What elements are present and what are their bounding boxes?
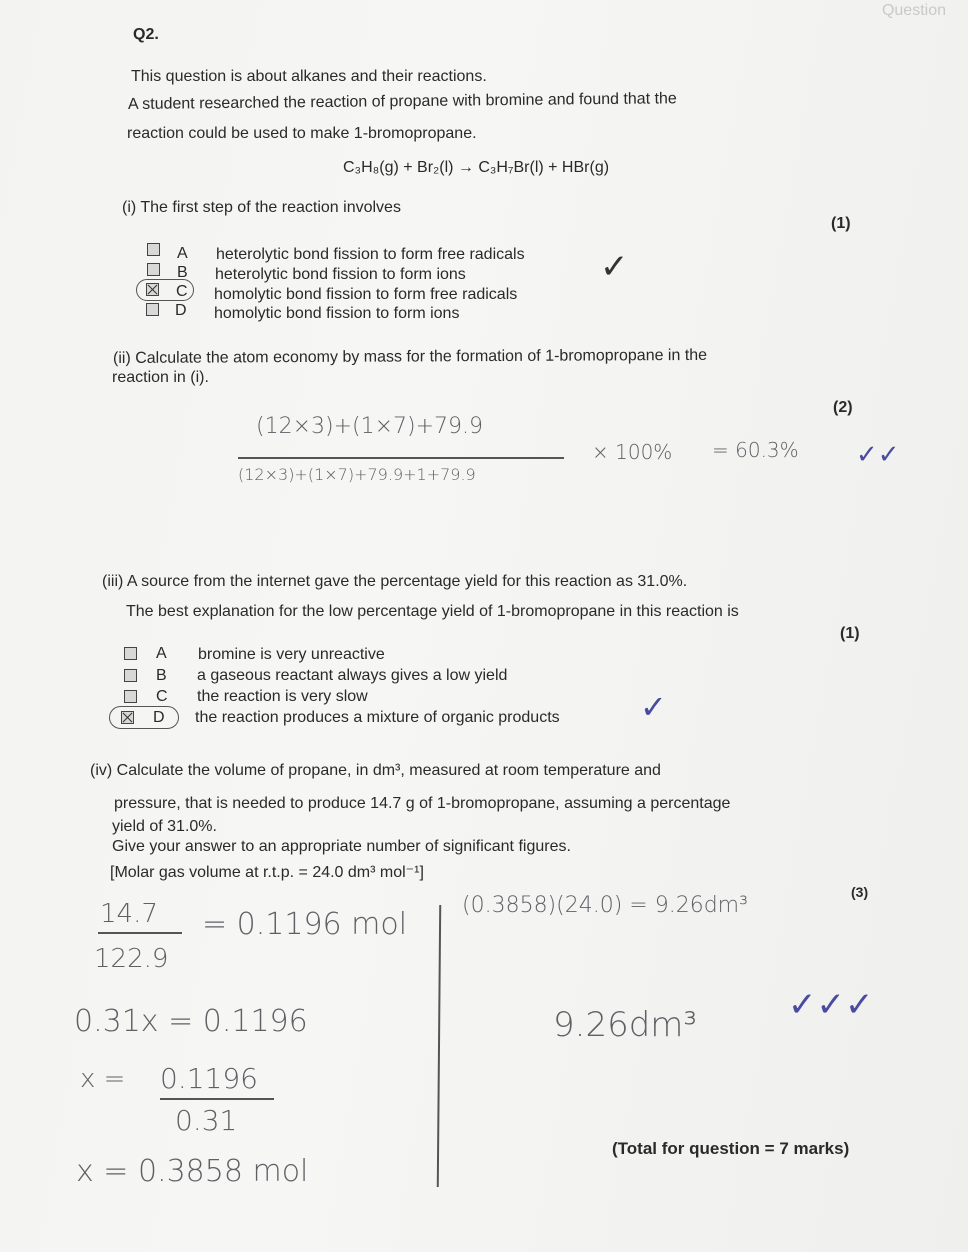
moles-fraction-bar xyxy=(98,932,182,934)
ghost-heading: Question xyxy=(881,2,946,19)
option-a-text: heterolytic bond fission to form free radicals xyxy=(216,246,525,263)
option-a-letter: A xyxy=(177,245,188,262)
atom-economy-result: = 60.3% xyxy=(712,438,799,462)
part-i-marks: (1) xyxy=(831,215,851,232)
option-d-text: the reaction produces a mixture of organic products xyxy=(195,709,560,726)
option-d-letter: D xyxy=(175,302,187,319)
part-iv-prompt-line-2: pressure, that is needed to produce 14.7 g of 1-bromopropane, assuming a percentage xyxy=(114,795,731,812)
total-marks: (Total for question = 7 marks) xyxy=(612,1139,850,1158)
option-a-checkbox[interactable] xyxy=(124,647,137,660)
volume-calculation: (0.3858)(24.0) = 9.26dm³ xyxy=(462,893,748,918)
option-b-checkbox[interactable] xyxy=(147,263,160,276)
option-d-circle xyxy=(109,706,179,729)
option-b-letter: B xyxy=(156,667,167,684)
part-iv-prompt-line-1: (iv) Calculate the volume of propane, in dm³, measured at room temperature and xyxy=(90,762,661,779)
atom-economy-multiplier: × 100% xyxy=(592,440,673,464)
reaction-equation: C₃H₈(g) + Br₂(l) → C₃H₇Br(l) + HBr(g) xyxy=(343,159,610,176)
part-ii-prompt-line-1: (ii) Calculate the atom economy by mass for the formation of 1-bromopropane in the xyxy=(112,346,708,367)
option-c-text: the reaction is very slow xyxy=(197,688,368,705)
option-d-text: homolytic bond fission to form ions xyxy=(214,305,460,322)
part-iii-prompt: (iii) A source from the internet gave the percentage yield for this reaction as 31.0%. xyxy=(102,573,688,590)
part-iv-prompt-line-3: yield of 31.0%. xyxy=(112,818,217,835)
context-line-2: reaction could be used to make 1-bromopropane. xyxy=(127,125,477,142)
option-c-checkbox[interactable] xyxy=(124,690,137,703)
option-c-letter: C xyxy=(156,688,168,705)
atom-economy-denominator: (12×3)+(1×7)+79.9+1+79.9 xyxy=(238,465,476,484)
rearranged-numerator: 0.1196 xyxy=(160,1062,258,1095)
part-iv-prompt-line-5: [Molar gas volume at r.t.p. = 24.0 dm³ mol⁻¹] xyxy=(110,864,424,881)
part-iv-prompt-line-4: Give your answer to an appropriate number of significant figures. xyxy=(112,838,571,855)
final-answer: 9.26dm³ xyxy=(553,1005,698,1045)
option-d-checkbox[interactable] xyxy=(121,711,134,724)
option-c-checkbox[interactable] xyxy=(146,283,159,296)
option-a-checkbox[interactable] xyxy=(147,243,160,256)
context-line-1: A student researched the reaction of propane with bromine and found that the xyxy=(127,90,677,113)
part-iii-tick: ✓ xyxy=(640,688,667,726)
yield-equation: 0.31x = 0.1196 xyxy=(74,1004,308,1039)
moles-numerator: 14.7 xyxy=(100,899,158,929)
option-b-text: a gaseous reactant always gives a low yield xyxy=(197,667,508,684)
part-i-prompt: (i) The first step of the reaction involves xyxy=(122,199,401,216)
working-divider xyxy=(437,905,441,1187)
option-c-text: homolytic bond fission to form free radicals xyxy=(214,286,518,303)
part-i-tick: ✓ xyxy=(600,247,629,287)
rearranged-fraction-bar xyxy=(160,1098,274,1100)
moles-result: = 0.1196 mol xyxy=(202,907,408,942)
propane-moles: x = 0.3858 mol xyxy=(76,1154,309,1189)
part-iv-marks: (3) xyxy=(851,884,869,900)
question-number: Q2. xyxy=(133,26,159,43)
option-b-checkbox[interactable] xyxy=(124,669,137,682)
atom-economy-fraction-bar xyxy=(238,457,564,459)
part-ii-prompt-line-2: reaction in (i). xyxy=(112,369,209,386)
moles-denominator: 122.9 xyxy=(94,944,169,974)
option-b-text: heterolytic bond fission to form ions xyxy=(215,266,466,283)
option-a-letter: A xyxy=(156,645,167,662)
option-d-letter: D xyxy=(153,709,165,726)
part-iii-explanation: The best explanation for the low percentage yield of 1-bromopropane in this reaction is xyxy=(126,603,739,620)
part-iii-marks: (1) xyxy=(840,625,860,642)
part-iv-ticks: ✓✓✓ xyxy=(788,985,874,1025)
part-ii-marks: (2) xyxy=(833,399,853,416)
question-intro: This question is about alkanes and their reactions. xyxy=(131,68,487,85)
option-a-text: bromine is very unreactive xyxy=(198,646,385,663)
option-d-checkbox[interactable] xyxy=(146,303,159,316)
rearranged-denominator: 0.31 xyxy=(175,1104,238,1137)
atom-economy-numerator: (12×3)+(1×7)+79.9 xyxy=(256,414,484,439)
part-ii-ticks: ✓✓ xyxy=(856,440,900,470)
option-b-letter: B xyxy=(177,264,188,281)
rearranged-lhs: x = xyxy=(80,1064,126,1094)
option-c-letter: C xyxy=(176,283,188,300)
